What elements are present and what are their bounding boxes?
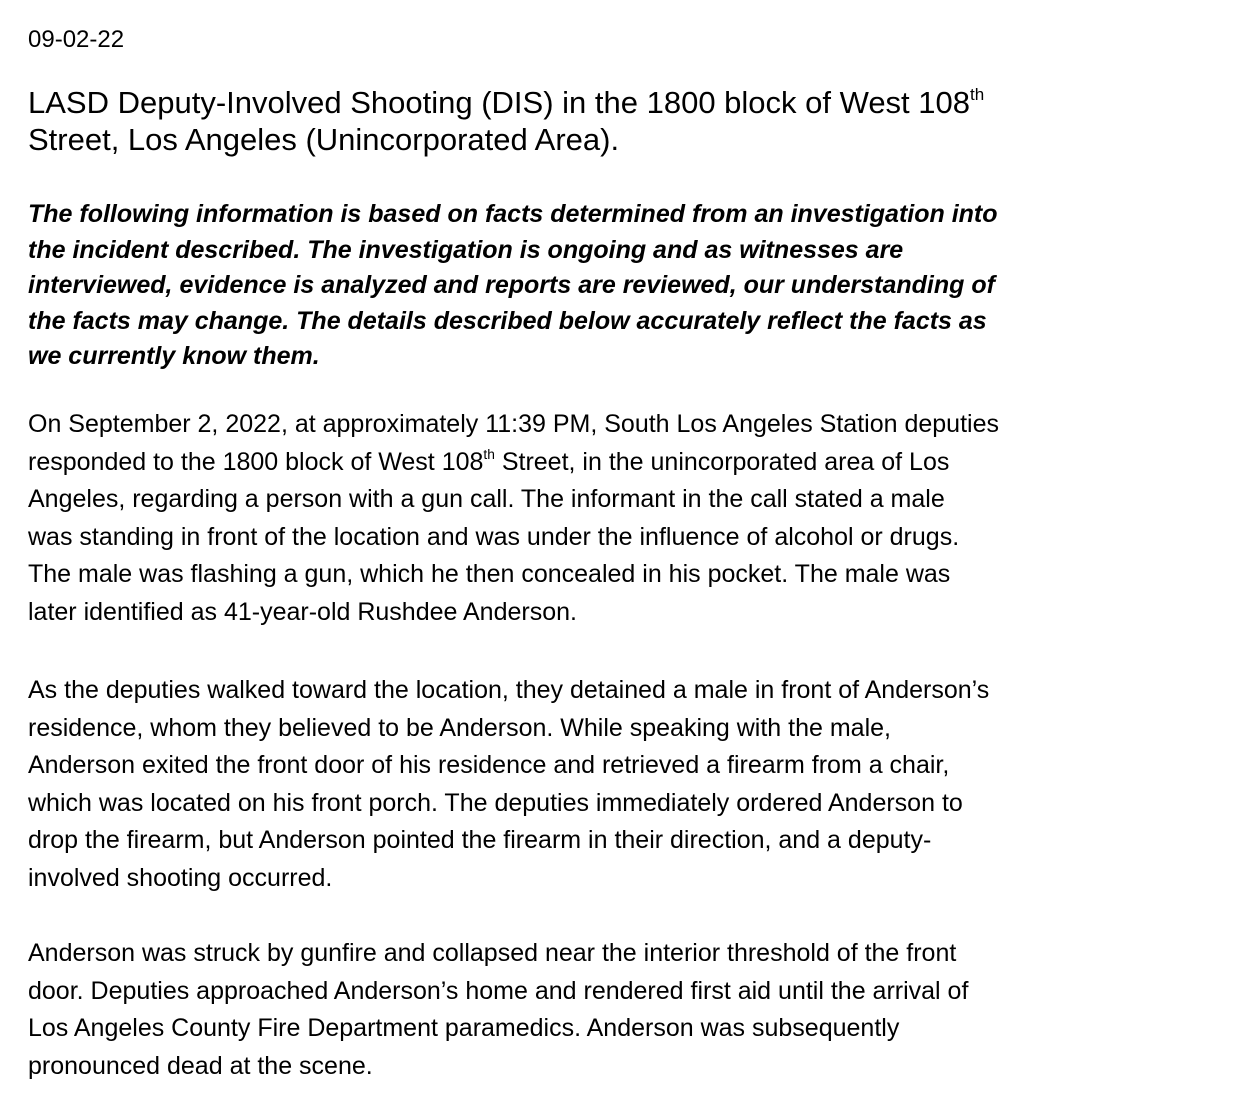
body-line: responded to the 1800 block of West 108th Street, in the unincorporated area of Los xyxy=(28,446,950,476)
body-line: which was located on his front porch. The deputies immediately ordered Anderson to xyxy=(28,788,963,817)
disclaimer-line: the facts may change. The details described below accurately reflect the facts as xyxy=(28,306,987,335)
body-line: was standing in front of the location and was under the influence of alcohol or drugs. xyxy=(28,522,960,551)
ordinal-suffix: th xyxy=(483,446,495,462)
body-line: door. Deputies approached Anderson’s home and rendered first aid until the arrival of xyxy=(28,976,969,1005)
body-line: Los Angeles County Fire Department paramedics. Anderson was subsequently xyxy=(28,1014,900,1042)
disclaimer-line: the incident described. The investigation is ongoing and as witnesses are xyxy=(28,235,904,264)
title-line: Street, Los Angeles (Unincorporated Area). xyxy=(28,122,620,157)
body-line: Anderson was struck by gunfire and collapsed near the interior threshold of the front xyxy=(28,939,957,967)
body-line: Angeles, regarding a person with a gun call. The informant in the call stated a male xyxy=(28,485,945,513)
disclaimer-line: we currently know them. xyxy=(28,342,320,370)
body-line: drop the firearm, but Anderson pointed the firearm in their direction, and a deputy- xyxy=(28,826,932,854)
body-line: On September 2, 2022, at approximately 11:39 PM, South Los Angeles Station deputies xyxy=(28,410,999,438)
ordinal-suffix: th xyxy=(970,84,985,104)
release-date: 09-02-22 xyxy=(28,26,125,53)
body-line: The male was flashing a gun, which he then concealed in his pocket. The male was xyxy=(28,560,951,588)
body-line: later identified as 41-year-old Rushdee Anderson. xyxy=(28,597,577,626)
disclaimer-line: interviewed, evidence is analyzed and reports are reviewed, our understanding of xyxy=(28,271,995,299)
body-line: pronounced dead at the scene. xyxy=(28,1051,373,1080)
incident-paragraph-2 xyxy=(28,672,989,897)
incident-paragraph-1 xyxy=(28,406,999,631)
release-title xyxy=(28,84,984,158)
disclaimer-line: The following information is based on facts determined from an investigation into xyxy=(28,200,998,228)
body-line: As the deputies walked toward the location, they detained a male in front of Anderson’s xyxy=(28,676,990,704)
body-line: Anderson exited the front door of his residence and retrieved a firearm from a chair, xyxy=(28,751,950,779)
incident-paragraph-3 xyxy=(28,935,968,1085)
title-line: LASD Deputy-Involved Shooting (DIS) in the 1800 block of West 108th xyxy=(28,84,985,120)
disclaimer-paragraph xyxy=(28,197,998,375)
body-line: involved shooting occurred. xyxy=(28,863,333,892)
body-line: residence, whom they believed to be Anderson. While speaking with the male, xyxy=(28,713,891,742)
